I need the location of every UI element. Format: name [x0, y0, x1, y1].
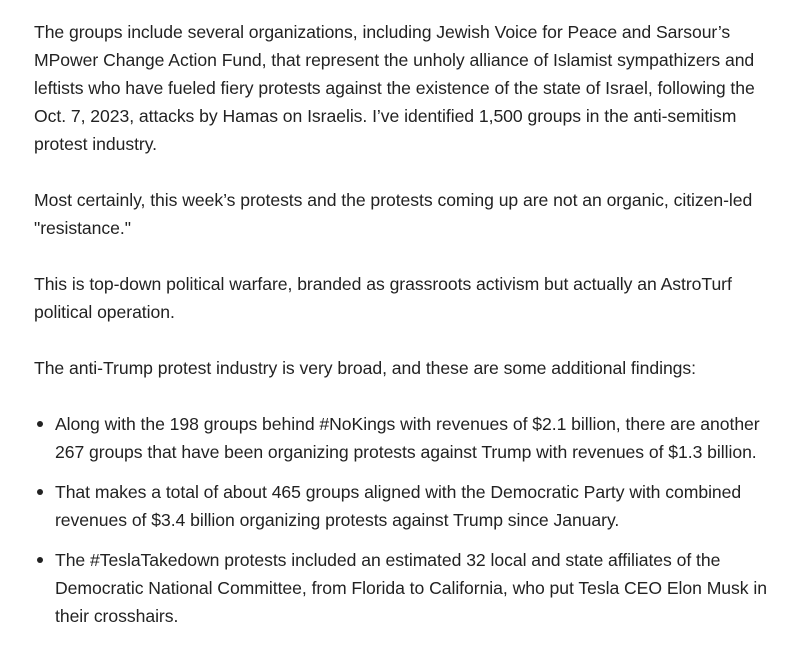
paragraph-not-organic: Most certainly, this week’s protests and the protests coming up are not an organic, citizen-led "resistance."	[34, 190, 753, 238]
bullet-icon	[37, 421, 43, 427]
findings-list	[34, 410, 773, 630]
paragraph-groups-alliance: The groups include several organizations, including Jewish Voice for Peace and Sarsour’s MPower Change Action Fund, that represent the unholy alliance of Islamist sympathizers and leftists who have fueled fiery protests against the existence of the state of Israel, following the Oct. 7, 2023, attacks by Hamas on Israelis. I’ve identified 1,500 groups in the anti-semitism protest industry.	[34, 22, 755, 154]
bullet-icon	[37, 557, 43, 563]
paragraph-political-warfare: This is top-down political warfare, branded as grassroots activism but actually an AstroTurf political operation.	[34, 274, 732, 322]
bullet-icon	[37, 489, 43, 495]
list-item	[34, 478, 773, 534]
list-item-text: Along with the 198 groups behind #NoKings with revenues of $2.1 billion, there are another 267 groups that have been organizing protests against Trump with revenues of $1.3 billion.	[55, 414, 760, 462]
list-item	[34, 410, 773, 466]
list-item-text: That makes a total of about 465 groups aligned with the Democratic Party with combined revenues of $3.4 billion organizing protests against Trump since January.	[55, 482, 742, 530]
paragraph-findings-intro: The anti-Trump protest industry is very broad, and these are some additional findings:	[34, 358, 696, 378]
list-item-text: The #TeslaTakedown protests included an estimated 32 local and state affiliates of the Democratic National Committee, from Florida to California, who put Tesla CEO Elon Musk in their crosshairs.	[55, 550, 767, 626]
list-item	[34, 546, 773, 630]
